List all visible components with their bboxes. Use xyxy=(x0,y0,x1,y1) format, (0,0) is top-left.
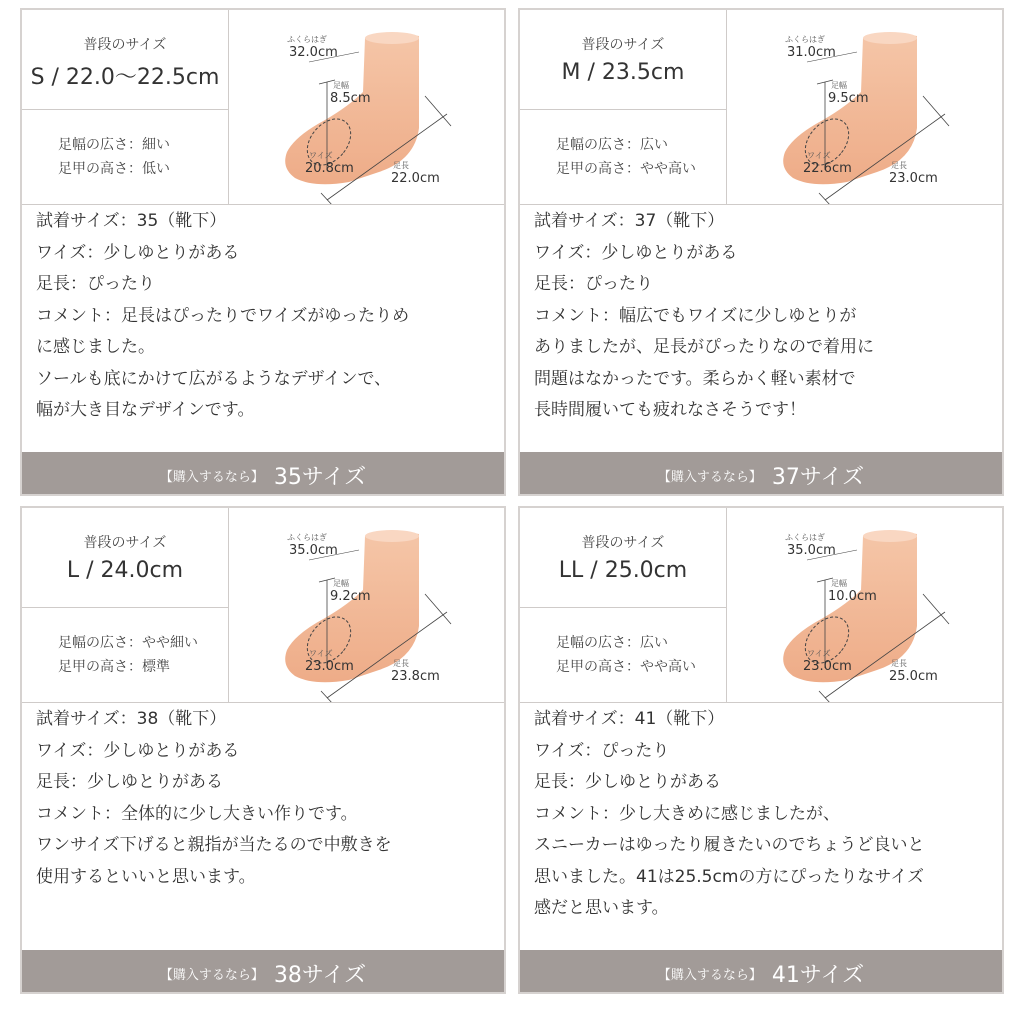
review-line: コメント：全体的に少し大きい作りです。 xyxy=(36,803,358,824)
length-value: 25.0cm xyxy=(889,669,938,684)
purchase-recommendation-bar xyxy=(520,950,1002,992)
length-label: 足長 xyxy=(891,659,907,668)
review-text xyxy=(36,206,498,427)
instep-height-trait: 足甲の高さ：標準 xyxy=(58,659,170,675)
size-review-card xyxy=(20,8,506,496)
purchase-label: 【購入するなら】 xyxy=(159,470,264,485)
usual-size-caption: 普段のサイズ xyxy=(581,535,665,551)
review-line: 幅が大き目なデザインです。 xyxy=(36,400,255,420)
calf-label: ふくらはぎ xyxy=(785,35,825,44)
review-line: ありましたが、足長がぴったりなので着用に xyxy=(534,337,874,357)
calf-label: ふくらはぎ xyxy=(287,533,327,542)
usual-size-box xyxy=(22,508,229,608)
recommended-size: 41サイズ xyxy=(771,963,865,988)
width-value: 23.0cm xyxy=(803,659,852,674)
instep-label: 足幅 xyxy=(333,81,349,90)
width-value: 22.6cm xyxy=(803,161,852,176)
foot-icon xyxy=(727,508,1002,702)
review-line: ワイズ：少しゆとりがある xyxy=(36,740,240,761)
width-label: ワイズ xyxy=(309,649,333,658)
instep-value: 9.5cm xyxy=(828,91,869,106)
card-header xyxy=(22,508,504,703)
width-label: ワイズ xyxy=(807,151,831,160)
card-header xyxy=(22,10,504,205)
length-label: 足長 xyxy=(891,161,907,170)
foot-traits xyxy=(520,608,727,702)
foot-icon xyxy=(727,10,1002,204)
purchase-label: 【購入するなら】 xyxy=(657,968,762,983)
calf-value: 35.0cm xyxy=(289,543,338,558)
calf-value: 35.0cm xyxy=(787,543,836,558)
instep-label: 足幅 xyxy=(831,579,847,588)
size-review-card xyxy=(20,506,506,994)
review-line: ワイズ：少しゆとりがある xyxy=(534,242,738,263)
review-line: 長時間履いても疲れなさそうです！ xyxy=(534,400,806,420)
foot-traits xyxy=(22,110,229,204)
review-line: 問題はなかったです。柔らかく軽い素材で xyxy=(534,368,856,389)
calf-label: ふくらはぎ xyxy=(287,35,327,44)
calf-value: 31.0cm xyxy=(787,45,836,60)
usual-size-value: M / 23.5cm xyxy=(561,60,685,85)
usual-size-value: S / 22.0〜22.5cm xyxy=(30,65,220,90)
foot-traits xyxy=(520,110,727,204)
purchase-label: 【購入するなら】 xyxy=(159,968,264,983)
size-review-card xyxy=(518,8,1004,496)
foot-icon xyxy=(229,10,504,204)
foot-width-trait: 足幅の広さ：やや細い xyxy=(58,635,198,651)
review-text xyxy=(36,704,498,893)
review-line: コメント：足長はぴったりでワイズがゆったりめ xyxy=(36,305,410,326)
length-label: 足長 xyxy=(393,659,409,668)
purchase-recommendation-bar xyxy=(520,452,1002,494)
review-line: コメント：幅広でもワイズに少しゆとりが xyxy=(534,305,857,326)
review-line: 試着サイズ：38（靴下） xyxy=(36,709,227,729)
review-line: ワンサイズ下げると親指が当たるので中敷きを xyxy=(36,835,392,855)
usual-size-caption: 普段のサイズ xyxy=(83,37,167,53)
review-line: に感じました。 xyxy=(36,337,155,357)
width-value: 23.0cm xyxy=(305,659,354,674)
foot-traits xyxy=(22,608,229,702)
instep-label: 足幅 xyxy=(333,579,349,588)
instep-height-trait: 足甲の高さ：低い xyxy=(58,161,170,177)
length-label: 足長 xyxy=(393,161,409,170)
usual-size-caption: 普段のサイズ xyxy=(83,535,167,551)
purchase-label: 【購入するなら】 xyxy=(657,470,762,485)
review-line: 感だと思います。 xyxy=(534,898,669,918)
foot-measurement-diagram xyxy=(727,10,1002,204)
review-line: ソールも底にかけて広がるようなデザインで、 xyxy=(36,368,392,389)
purchase-recommendation-bar xyxy=(22,452,504,494)
width-value: 20.8cm xyxy=(305,161,354,176)
foot-width-trait: 足幅の広さ：広い xyxy=(556,635,668,651)
foot-icon xyxy=(229,508,504,702)
review-line: 試着サイズ：35（靴下） xyxy=(36,211,227,231)
length-value: 23.8cm xyxy=(391,669,440,684)
recommended-size: 35サイズ xyxy=(273,465,367,490)
instep-label: 足幅 xyxy=(831,81,847,90)
width-label: ワイズ xyxy=(309,151,333,160)
usual-size-value: L / 24.0cm xyxy=(66,558,184,583)
foot-measurement-diagram xyxy=(229,10,504,204)
instep-height-trait: 足甲の高さ：やや高い xyxy=(556,659,696,675)
recommended-size: 37サイズ xyxy=(771,465,865,490)
review-line: 足長：ぴったり xyxy=(36,274,155,294)
usual-size-caption: 普段のサイズ xyxy=(581,37,665,53)
instep-height-trait: 足甲の高さ：やや高い xyxy=(556,161,696,177)
foot-measurement-diagram xyxy=(229,508,504,702)
review-line: コメント：少し大きめに感じましたが、 xyxy=(534,803,840,824)
review-line: 足長：少しゆとりがある xyxy=(534,772,721,792)
foot-width-trait: 足幅の広さ：細い xyxy=(58,137,170,153)
length-value: 22.0cm xyxy=(391,171,440,186)
foot-measurement-diagram xyxy=(727,508,1002,702)
review-line: 思いました。41は25.5cmの方にぴったりなサイズ xyxy=(534,866,925,887)
usual-size-value: LL / 25.0cm xyxy=(558,558,688,583)
review-line: ワイズ：少しゆとりがある xyxy=(36,242,240,263)
review-line: 試着サイズ：37（靴下） xyxy=(534,211,725,231)
review-line: 足長：少しゆとりがある xyxy=(36,772,223,792)
review-line: 試着サイズ：41（靴下） xyxy=(534,709,725,729)
card-header xyxy=(520,10,1002,205)
usual-size-box xyxy=(22,10,229,110)
usual-size-box xyxy=(520,10,727,110)
instep-value: 9.2cm xyxy=(330,589,371,604)
calf-label: ふくらはぎ xyxy=(785,533,825,542)
instep-value: 8.5cm xyxy=(330,91,371,106)
size-review-card xyxy=(518,506,1004,994)
calf-value: 32.0cm xyxy=(289,45,338,60)
purchase-recommendation-bar xyxy=(22,950,504,992)
review-line: ワイズ：ぴったり xyxy=(534,740,670,761)
foot-width-trait: 足幅の広さ：広い xyxy=(556,137,668,153)
review-text xyxy=(534,704,996,925)
length-value: 23.0cm xyxy=(889,171,938,186)
review-line: 使用するといいと思います。 xyxy=(36,866,256,887)
recommended-size: 38サイズ xyxy=(273,963,367,988)
instep-value: 10.0cm xyxy=(828,589,877,604)
review-line: スニーカーはゆったり履きたいのでちょうど良いと xyxy=(534,835,925,855)
review-line: 足長：ぴったり xyxy=(534,274,653,294)
usual-size-box xyxy=(520,508,727,608)
review-text xyxy=(534,206,996,427)
card-header xyxy=(520,508,1002,703)
width-label: ワイズ xyxy=(807,649,831,658)
